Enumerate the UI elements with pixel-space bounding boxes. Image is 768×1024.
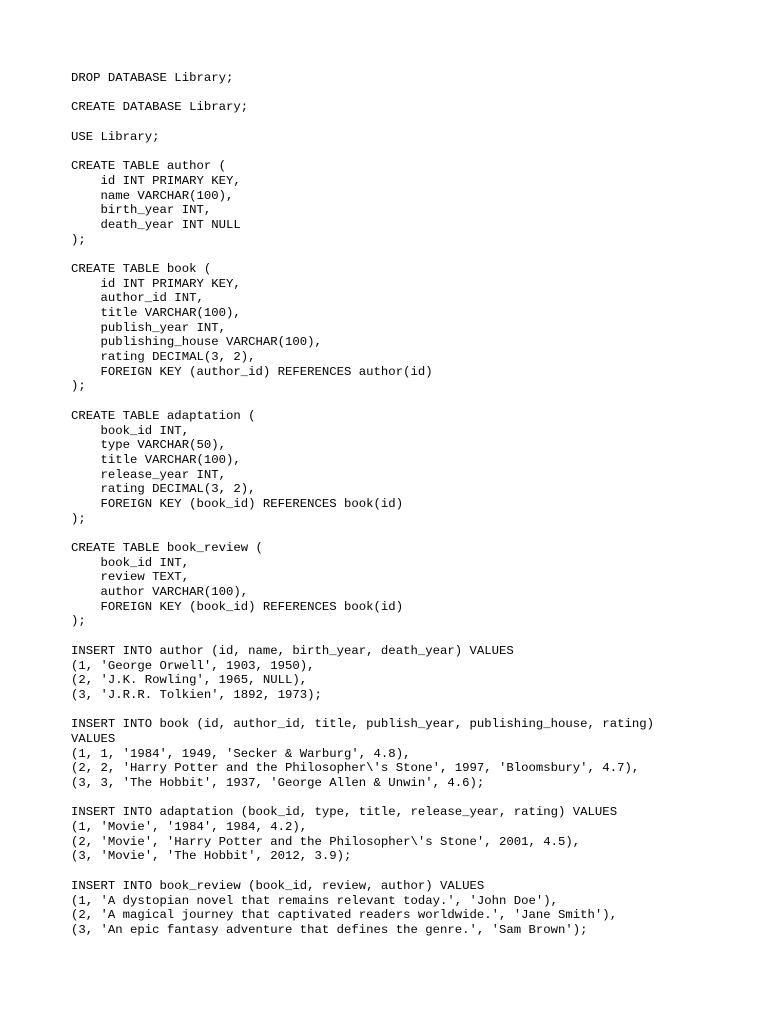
code-line: (1, 1, '1984', 1949, 'Secker & Warburg', 4.8),: [71, 746, 411, 761]
code-line: publish_year INT,: [71, 320, 226, 335]
code-line: (2, 'J.K. Rowling', 1965, NULL),: [71, 673, 308, 688]
code-line: DROP DATABASE Library;: [71, 71, 234, 85]
code-line: rating DECIMAL(3, 2),: [71, 350, 256, 365]
code-line: type VARCHAR(50),: [71, 438, 226, 453]
code-line: id INT PRIMARY KEY,: [71, 276, 241, 291]
code-line: CREATE DATABASE Library;: [71, 100, 249, 115]
code-line: CREATE TABLE adaptation (: [71, 408, 256, 423]
code-line: title VARCHAR(100),: [71, 306, 241, 320]
code-line: name VARCHAR(100),: [71, 188, 234, 203]
sql-statement-block: [71, 879, 731, 938]
code-line: book_id INT,: [71, 555, 190, 570]
code-line: CREATE TABLE book_review (: [71, 541, 263, 555]
code-line: );: [71, 511, 86, 526]
code-line: (1, 'A dystopian novel that remains relevant today.', 'John Doe'),: [71, 893, 559, 908]
sql-statement-block: [71, 805, 731, 864]
code-line: rating DECIMAL(3, 2),: [71, 482, 256, 497]
code-line: (2, 2, 'Harry Potter and the Philosopher\'s Stone', 1997, 'Bloomsbury', 4.7),: [71, 761, 640, 776]
sql-statement-block: [71, 130, 731, 145]
sql-statement-block: [71, 262, 731, 394]
code-line: CREATE TABLE book (: [71, 261, 212, 276]
code-line: death_year INT NULL: [71, 217, 241, 232]
code-line: USE Library;: [71, 129, 160, 144]
code-line: (1, 'George Orwell', 1903, 1950),: [71, 658, 315, 673]
code-line: FOREIGN KEY (book_id) REFERENCES book(id): [71, 496, 404, 511]
sql-statement-block: [71, 644, 731, 703]
code-line: INSERT INTO adaptation (book_id, type, title, release_year, rating) VALUES: [71, 805, 618, 820]
sql-statement-block: [71, 409, 731, 527]
code-line: release_year INT,: [71, 467, 226, 482]
code-line: VALUES: [71, 731, 116, 746]
code-line: author VARCHAR(100),: [71, 585, 249, 600]
code-line: author_id INT,: [71, 291, 204, 306]
code-line: );: [71, 614, 86, 629]
code-line: birth_year INT,: [71, 203, 212, 218]
code-line: );: [71, 379, 86, 394]
code-line: (3, 'Movie', 'The Hobbit', 2012, 3.9);: [71, 849, 352, 864]
code-line: review TEXT,: [71, 570, 190, 585]
sql-statement-block: [71, 717, 731, 790]
code-line: (3, 3, 'The Hobbit', 1937, 'George Allen & Unwin', 4.6);: [71, 776, 485, 790]
code-line: (3, 'An epic fantasy adventure that defines the genre.', 'Sam Brown');: [71, 922, 588, 937]
code-line: (1, 'Movie', '1984', 1984, 4.2),: [71, 820, 308, 835]
code-line: book_id INT,: [71, 423, 190, 438]
code-line: );: [71, 232, 86, 247]
sql-statement-block: [71, 100, 731, 115]
code-line: INSERT INTO book (id, author_id, title, publish_year, publishing_house, rating): [71, 717, 654, 732]
code-line: (2, 'A magical journey that captivated readers worldwide.', 'Jane Smith'),: [71, 908, 618, 923]
code-line: INSERT INTO book_review (book_id, review, author) VALUES: [71, 878, 485, 893]
code-line: id INT PRIMARY KEY,: [71, 173, 241, 188]
code-line: title VARCHAR(100),: [71, 452, 241, 467]
code-line: FOREIGN KEY (book_id) REFERENCES book(id): [71, 599, 404, 614]
sql-statement-block: [71, 71, 731, 86]
sql-statement-block: [71, 159, 731, 247]
code-line: publishing_house VARCHAR(100),: [71, 335, 322, 350]
code-line: INSERT INTO author (id, name, birth_year, death_year) VALUES: [71, 643, 514, 658]
code-line: (2, 'Movie', 'Harry Potter and the Philosopher\'s Stone', 2001, 4.5),: [71, 834, 581, 849]
code-line: CREATE TABLE author (: [71, 159, 226, 174]
sql-script: [71, 71, 731, 952]
code-line: (3, 'J.R.R. Tolkien', 1892, 1973);: [71, 687, 322, 702]
sql-statement-block: [71, 541, 731, 629]
code-line: FOREIGN KEY (author_id) REFERENCES author(id): [71, 364, 433, 379]
